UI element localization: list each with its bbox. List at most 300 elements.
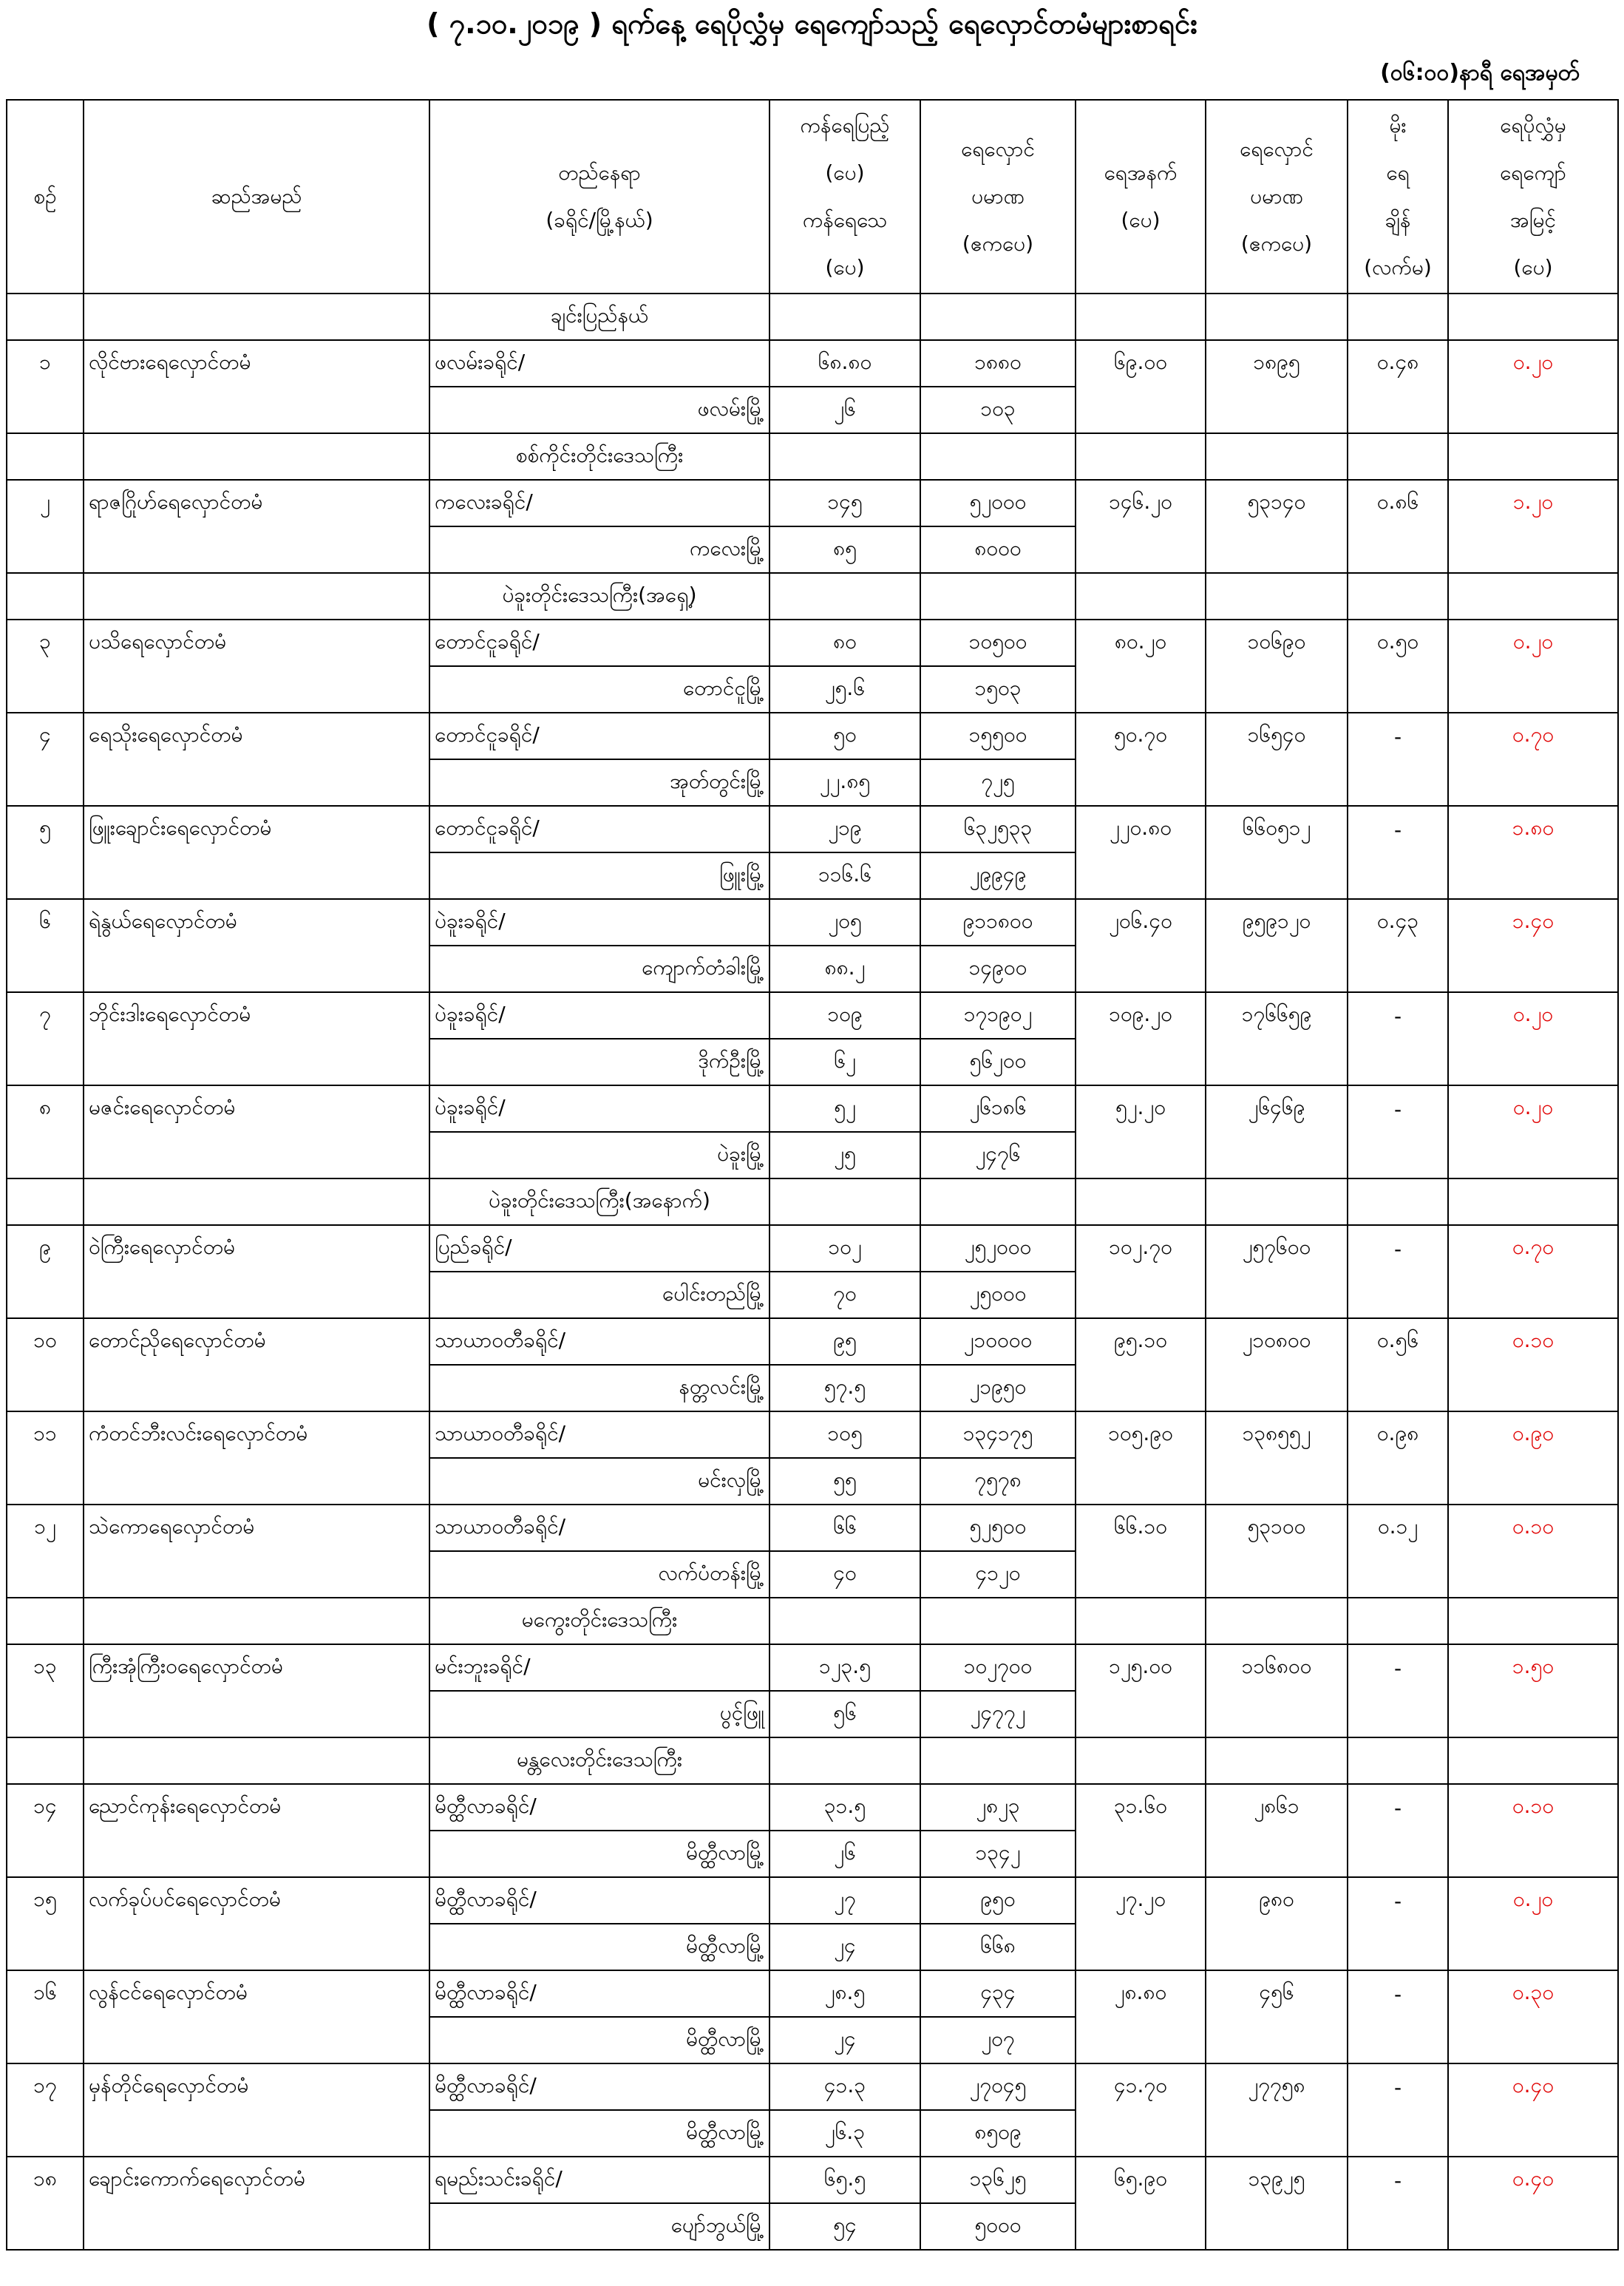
row-number: ၆ xyxy=(7,899,84,946)
full-storage: ၁၇၁၉၀၂ xyxy=(920,992,1076,1039)
overflow-height: ၀.၇၀ xyxy=(1448,1225,1618,1272)
empty-cell xyxy=(1448,387,1618,433)
water-level: ၁၀၅.၉၀ xyxy=(1076,1411,1206,1458)
row-number: ၄ xyxy=(7,713,84,759)
township: ကျောက်တံခါးမြို့ xyxy=(429,946,769,992)
empty-cell xyxy=(84,1737,429,1784)
full-storage: ၂၈၂၃ xyxy=(920,1784,1076,1831)
overflow-height: ၀.၉၀ xyxy=(1448,1411,1618,1458)
table-row-sub xyxy=(7,852,1618,899)
dead-storage: ၄၁၂၀ xyxy=(920,1551,1076,1598)
empty-cell xyxy=(7,1178,84,1225)
full-storage: ၅၂၀၀၀ xyxy=(920,480,1076,526)
rainfall: - xyxy=(1348,1225,1448,1272)
empty-cell xyxy=(7,387,84,433)
empty-cell xyxy=(84,1551,429,1598)
township: မိတ္ထီလာမြို့ xyxy=(429,2110,769,2157)
dead-storage: ၂၉၉၄၉ xyxy=(920,852,1076,899)
empty-cell xyxy=(1206,1039,1348,1085)
full-storage: ၁၃၄၁၇၅ xyxy=(920,1411,1076,1458)
empty-cell xyxy=(84,1458,429,1505)
district: သာယာဝတီခရိုင်/ xyxy=(429,1411,769,1458)
empty-cell xyxy=(769,1737,920,1784)
district: ရမည်းသင်းခရိုင်/ xyxy=(429,2157,769,2203)
overflow-height: ၀.၁၀ xyxy=(1448,1784,1618,1831)
full-storage: ၉၁၁၈၀၀ xyxy=(920,899,1076,946)
empty-cell xyxy=(1206,1458,1348,1505)
empty-cell xyxy=(1076,1365,1206,1411)
empty-cell xyxy=(84,1924,429,1970)
row-number: ၁၄ xyxy=(7,1784,84,1831)
township: ပျော်ဘွယ်မြို့ xyxy=(429,2203,769,2250)
district: ပဲခူးခရိုင်/ xyxy=(429,899,769,946)
water-level: ၆၅.၉၀ xyxy=(1076,2157,1206,2203)
dead-storage: ၁၄၉၀၀ xyxy=(920,946,1076,992)
empty-cell xyxy=(7,666,84,713)
empty-cell xyxy=(1348,1365,1448,1411)
township: ပဲခူးမြို့ xyxy=(429,1132,769,1178)
empty-cell xyxy=(1348,433,1448,480)
empty-cell xyxy=(84,2203,429,2250)
township: မိတ္ထီလာမြို့ xyxy=(429,1831,769,1877)
empty-cell xyxy=(7,1039,84,1085)
dead-level: ၂၂.၈၅ xyxy=(769,759,920,806)
region-row xyxy=(7,1178,1618,1225)
water-level: ၂၀၆.၄၀ xyxy=(1076,899,1206,946)
region-label: မကွေးတိုင်းဒေသကြီး xyxy=(429,1598,769,1644)
overflow-height: ၀.၃၀ xyxy=(1448,1970,1618,2017)
empty-cell xyxy=(7,294,84,340)
header-storage: ရေလှောင် ပမာဏ (ဧကပေ) xyxy=(1206,100,1348,294)
reservoir-name: ဖြူးချောင်းရေလှောင်တမံ xyxy=(84,806,429,852)
rainfall: - xyxy=(1348,2063,1448,2110)
empty-cell xyxy=(1448,573,1618,620)
full-level: ၆၆ xyxy=(769,1505,920,1551)
township: ဖြူးမြို့ xyxy=(429,852,769,899)
empty-cell xyxy=(84,1178,429,1225)
table-row-sub xyxy=(7,1132,1618,1178)
header-name: ဆည်အမည် xyxy=(84,100,429,294)
empty-cell xyxy=(1206,1178,1348,1225)
empty-cell xyxy=(1076,2017,1206,2063)
empty-cell xyxy=(84,1272,429,1318)
empty-cell xyxy=(769,294,920,340)
township: ကလေးမြို့ xyxy=(429,526,769,573)
empty-cell xyxy=(1348,1831,1448,1877)
report-title: ( ၇.၁၀.၂၀၁၉ ) ရက်နေ့ ရေပိုလွှံမှ ရေကျော်သည့် ရေလှောင်တမံများစာရင်း xyxy=(427,7,1197,40)
table-row-sub xyxy=(7,1365,1618,1411)
full-level: ၉၅ xyxy=(769,1318,920,1365)
empty-cell xyxy=(1348,1551,1448,1598)
row-number: ၁၁ xyxy=(7,1411,84,1458)
reservoir-name: လိုင်ဗားရေလှောင်တမံ xyxy=(84,340,429,387)
water-level: ၄၁.၇၀ xyxy=(1076,2063,1206,2110)
table-row xyxy=(7,620,1618,666)
empty-cell xyxy=(1348,294,1448,340)
water-level: ၆၆.၁၀ xyxy=(1076,1505,1206,1551)
full-level: ၆၈.၈၀ xyxy=(769,340,920,387)
storage: ၄၅၆ xyxy=(1206,1970,1348,2017)
empty-cell xyxy=(920,1737,1076,1784)
district: တောင်ငူခရိုင်/ xyxy=(429,713,769,759)
storage: ၆၆၀၅၁၂ xyxy=(1206,806,1348,852)
overflow-height: ၁.၅၀ xyxy=(1448,1644,1618,1691)
row-number: ၁ xyxy=(7,340,84,387)
rainfall: - xyxy=(1348,713,1448,759)
empty-cell xyxy=(7,759,84,806)
empty-cell xyxy=(1076,666,1206,713)
storage: ၁၃၈၅၅၂ xyxy=(1206,1411,1348,1458)
row-number: ၇ xyxy=(7,992,84,1039)
empty-cell xyxy=(7,1924,84,1970)
full-storage: ၁၈၈၀ xyxy=(920,340,1076,387)
township: မိတ္ထီလာမြို့ xyxy=(429,2017,769,2063)
empty-cell xyxy=(1076,1551,1206,1598)
empty-cell xyxy=(769,1178,920,1225)
rainfall: ၀.၁၂ xyxy=(1348,1505,1448,1551)
dead-level: ၄၀ xyxy=(769,1551,920,1598)
district: မင်းဘူးခရိုင်/ xyxy=(429,1644,769,1691)
dead-level: ၂၆ xyxy=(769,387,920,433)
empty-cell xyxy=(1448,526,1618,573)
reservoir-name: ညောင်ကုန်းရေလှောင်တမံ xyxy=(84,1784,429,1831)
full-storage: ၁၅၅၀၀ xyxy=(920,713,1076,759)
full-storage: ၂၁၀၀၀၀ xyxy=(920,1318,1076,1365)
empty-cell xyxy=(84,759,429,806)
dead-level: ၅၆ xyxy=(769,1691,920,1737)
storage: ၂၈၆၁ xyxy=(1206,1784,1348,1831)
dead-level: ၆၂ xyxy=(769,1039,920,1085)
empty-cell xyxy=(1448,2203,1618,2250)
rainfall: ၀.၈၆ xyxy=(1348,480,1448,526)
dead-storage: ၂၄၇၇၂ xyxy=(920,1691,1076,1737)
row-number: ၁၈ xyxy=(7,2157,84,2203)
empty-cell xyxy=(84,666,429,713)
water-level: ၉၅.၁၀ xyxy=(1076,1318,1206,1365)
overflow-height: ၁.၄၀ xyxy=(1448,899,1618,946)
full-level: ၁၀၂ xyxy=(769,1225,920,1272)
table-row xyxy=(7,1784,1618,1831)
row-number: ၃ xyxy=(7,620,84,666)
dead-level: ၁၁၆.၆ xyxy=(769,852,920,899)
full-storage: ၁၀၅၀၀ xyxy=(920,620,1076,666)
empty-cell xyxy=(7,1691,84,1737)
rainfall: ၀.၄၈ xyxy=(1348,340,1448,387)
full-storage: ၁၃၆၂၅ xyxy=(920,2157,1076,2203)
full-storage: ၂၆၁၈၆ xyxy=(920,1085,1076,1132)
water-level: ၅၂.၂၀ xyxy=(1076,1085,1206,1132)
header-no: စဉ် xyxy=(7,100,84,294)
full-level: ၄၁.၃ xyxy=(769,2063,920,2110)
empty-cell xyxy=(1348,526,1448,573)
storage: ၅၃၁၀၀ xyxy=(1206,1505,1348,1551)
empty-cell xyxy=(1448,1551,1618,1598)
district: ကလေးခရိုင်/ xyxy=(429,480,769,526)
full-storage: ၁၀၂၇၀၀ xyxy=(920,1644,1076,1691)
reservoir-name: ဘိုင်းဒါးရေလှောင်တမံ xyxy=(84,992,429,1039)
empty-cell xyxy=(1206,2203,1348,2250)
dead-storage: ၂၄၇၆ xyxy=(920,1132,1076,1178)
empty-cell xyxy=(7,1272,84,1318)
dead-level: ၅၅ xyxy=(769,1458,920,1505)
empty-cell xyxy=(1206,1551,1348,1598)
empty-cell xyxy=(1348,759,1448,806)
reservoir-name: သဲကောရေလှောင်တမံ xyxy=(84,1505,429,1551)
empty-cell xyxy=(1206,946,1348,992)
empty-cell xyxy=(84,2017,429,2063)
storage: ၉၅၉၁၂၀ xyxy=(1206,899,1348,946)
water-level: ၈၀.၂၀ xyxy=(1076,620,1206,666)
empty-cell xyxy=(84,433,429,480)
header-water-level: ရေအနက် (ပေ) xyxy=(1076,100,1206,294)
township: မိတ္ထီလာမြို့ xyxy=(429,1924,769,1970)
table-row xyxy=(7,2063,1618,2110)
water-level: ၁၀၂.၇၀ xyxy=(1076,1225,1206,1272)
overflow-height: ၀.၁၀ xyxy=(1448,1318,1618,1365)
table-row-sub xyxy=(7,666,1618,713)
table-row-sub xyxy=(7,2110,1618,2157)
overflow-height: ၀.၂၀ xyxy=(1448,340,1618,387)
row-number: ၁၂ xyxy=(7,1505,84,1551)
empty-cell xyxy=(1076,294,1206,340)
dead-level: ၅၄ xyxy=(769,2203,920,2250)
header-full-storage: ရေလှောင် ပမာဏ (ဧကပေ) xyxy=(920,100,1076,294)
water-level: ၁၀၉.၂၀ xyxy=(1076,992,1206,1039)
dead-level: ၂၄ xyxy=(769,1924,920,1970)
row-number: ၉ xyxy=(7,1225,84,1272)
empty-cell xyxy=(920,1178,1076,1225)
empty-cell xyxy=(1348,2110,1448,2157)
overflow-height: ၀.၁၀ xyxy=(1448,1505,1618,1551)
empty-cell xyxy=(1206,1924,1348,1970)
empty-cell xyxy=(7,852,84,899)
empty-cell xyxy=(7,1458,84,1505)
water-level: ၃၁.၆၀ xyxy=(1076,1784,1206,1831)
storage: ၂၁၀၈၀၀ xyxy=(1206,1318,1348,1365)
empty-cell xyxy=(1076,573,1206,620)
empty-cell xyxy=(1448,1365,1618,1411)
full-storage: ၄၃၄ xyxy=(920,1970,1076,2017)
empty-cell xyxy=(1448,294,1618,340)
empty-cell xyxy=(84,1831,429,1877)
empty-cell xyxy=(1076,759,1206,806)
dead-storage: ၁၀၃ xyxy=(920,387,1076,433)
overflow-height: ၀.၂၀ xyxy=(1448,1877,1618,1924)
storage: ၁၀၆၉၀ xyxy=(1206,620,1348,666)
water-level: ၆၉.၀၀ xyxy=(1076,340,1206,387)
district: ပဲခူးခရိုင်/ xyxy=(429,1085,769,1132)
table-row-sub xyxy=(7,526,1618,573)
storage: ၉၈၀ xyxy=(1206,1877,1348,1924)
empty-cell xyxy=(1448,1924,1618,1970)
header-location: တည်နေရာ (ခရိုင်/မြို့နယ်) xyxy=(429,100,769,294)
empty-cell xyxy=(1076,1178,1206,1225)
district: ဖလမ်းခရိုင်/ xyxy=(429,340,769,387)
table-row-sub xyxy=(7,1924,1618,1970)
empty-cell xyxy=(1076,1598,1206,1644)
table-row xyxy=(7,1318,1618,1365)
table-row xyxy=(7,480,1618,526)
empty-cell xyxy=(1206,387,1348,433)
overflow-height: ၀.၄၀ xyxy=(1448,2157,1618,2203)
region-label: ပဲခူးတိုင်းဒေသကြီး(အရှေ့) xyxy=(429,573,769,620)
full-level: ၃၁.၅ xyxy=(769,1784,920,1831)
empty-cell xyxy=(1076,1737,1206,1784)
empty-cell xyxy=(1076,946,1206,992)
rainfall: - xyxy=(1348,2157,1448,2203)
empty-cell xyxy=(1448,946,1618,992)
empty-cell xyxy=(7,1831,84,1877)
table-row-sub xyxy=(7,1691,1618,1737)
dead-storage: ၂၁၉၅၀ xyxy=(920,1365,1076,1411)
empty-cell xyxy=(84,1598,429,1644)
empty-cell xyxy=(84,573,429,620)
reservoir-name: မှန်တိုင်ရေလှောင်တမံ xyxy=(84,2063,429,2110)
full-storage: ၅၂၅၀၀ xyxy=(920,1505,1076,1551)
empty-cell xyxy=(1448,1132,1618,1178)
water-level: ၂၇.၂၀ xyxy=(1076,1877,1206,1924)
empty-cell xyxy=(1076,526,1206,573)
rainfall: - xyxy=(1348,806,1448,852)
rainfall: - xyxy=(1348,1877,1448,1924)
storage: ၅၃၁၄၀ xyxy=(1206,480,1348,526)
dead-storage: ၈၀၀၀ xyxy=(920,526,1076,573)
full-level: ၅၂ xyxy=(769,1085,920,1132)
storage: ၁၃၉၂၅ xyxy=(1206,2157,1348,2203)
empty-cell xyxy=(7,1598,84,1644)
reservoir-name: ဝဲကြီးရေလှောင်တမံ xyxy=(84,1225,429,1272)
rainfall: ၀.၅၆ xyxy=(1348,1318,1448,1365)
empty-cell xyxy=(920,1598,1076,1644)
dead-storage: ၅၀၀၀ xyxy=(920,2203,1076,2250)
empty-cell xyxy=(1076,852,1206,899)
empty-cell xyxy=(1448,852,1618,899)
empty-cell xyxy=(7,1737,84,1784)
empty-cell xyxy=(1206,1831,1348,1877)
empty-cell xyxy=(84,1039,429,1085)
empty-cell xyxy=(1348,1039,1448,1085)
empty-cell xyxy=(769,1598,920,1644)
empty-cell xyxy=(1076,2203,1206,2250)
empty-cell xyxy=(84,852,429,899)
empty-cell xyxy=(920,573,1076,620)
empty-cell xyxy=(7,2017,84,2063)
empty-cell xyxy=(7,2203,84,2250)
empty-cell xyxy=(84,294,429,340)
dead-storage: ၅၆၂၀၀ xyxy=(920,1039,1076,1085)
row-number: ၈ xyxy=(7,1085,84,1132)
water-level: ၂၂၀.၈၀ xyxy=(1076,806,1206,852)
rainfall: - xyxy=(1348,1970,1448,2017)
empty-cell xyxy=(1076,387,1206,433)
table-row xyxy=(7,1505,1618,1551)
empty-cell xyxy=(1076,1132,1206,1178)
empty-cell xyxy=(769,573,920,620)
full-level: ၆၅.၅ xyxy=(769,2157,920,2203)
empty-cell xyxy=(84,946,429,992)
table-row xyxy=(7,1970,1618,2017)
table-header-row xyxy=(7,100,1618,294)
region-label: ချင်းပြည်နယ် xyxy=(429,294,769,340)
table-row-sub xyxy=(7,1831,1618,1877)
overflow-height: ၁.၂၀ xyxy=(1448,480,1618,526)
empty-cell xyxy=(920,433,1076,480)
empty-cell xyxy=(1206,1737,1348,1784)
township: ပေါင်းတည်မြို့ xyxy=(429,1272,769,1318)
overflow-height: ၀.၇၀ xyxy=(1448,713,1618,759)
empty-cell xyxy=(1206,2110,1348,2157)
empty-cell xyxy=(1348,1132,1448,1178)
table-row-sub xyxy=(7,1039,1618,1085)
district: သာယာဝတီခရိုင်/ xyxy=(429,1318,769,1365)
dead-level: ၂၆.၃ xyxy=(769,2110,920,2157)
empty-cell xyxy=(1206,666,1348,713)
table-row-sub xyxy=(7,2017,1618,2063)
row-number: ၂ xyxy=(7,480,84,526)
water-level: ၂၈.၈၀ xyxy=(1076,1970,1206,2017)
empty-cell xyxy=(1448,1272,1618,1318)
row-number: ၁၆ xyxy=(7,1970,84,2017)
table-row xyxy=(7,1225,1618,1272)
dead-level: ၂၅.၆ xyxy=(769,666,920,713)
region-label: စစ်ကိုင်းတိုင်းဒေသကြီး xyxy=(429,433,769,480)
township: အုတ်တွင်းမြို့ xyxy=(429,759,769,806)
empty-cell xyxy=(1076,1272,1206,1318)
empty-cell xyxy=(7,433,84,480)
table-row-sub xyxy=(7,946,1618,992)
empty-cell xyxy=(1076,1039,1206,1085)
dead-level: ၈၈.၂ xyxy=(769,946,920,992)
empty-cell xyxy=(1076,1458,1206,1505)
empty-cell xyxy=(1206,1691,1348,1737)
empty-cell xyxy=(1348,1178,1448,1225)
row-number: ၁၅ xyxy=(7,1877,84,1924)
storage: ၁၁၆၈၀၀ xyxy=(1206,1644,1348,1691)
empty-cell xyxy=(84,1365,429,1411)
overflow-height: ၀.၂၀ xyxy=(1448,992,1618,1039)
empty-cell xyxy=(1448,1458,1618,1505)
empty-cell xyxy=(1076,1831,1206,1877)
empty-cell xyxy=(1206,759,1348,806)
rainfall: - xyxy=(1348,1085,1448,1132)
reservoir-name: လွန်ငင်ရေလှောင်တမံ xyxy=(84,1970,429,2017)
empty-cell xyxy=(84,387,429,433)
district: မိတ္ထီလာခရိုင်/ xyxy=(429,1877,769,1924)
storage: ၂၇၇၅၈ xyxy=(1206,2063,1348,2110)
empty-cell xyxy=(84,2110,429,2157)
full-storage: ၂၅၂၀၀၀ xyxy=(920,1225,1076,1272)
empty-cell xyxy=(1448,1178,1618,1225)
empty-cell xyxy=(1348,573,1448,620)
full-level: ၂၇ xyxy=(769,1877,920,1924)
reservoir-name: ရေသိုးရေလှောင်တမံ xyxy=(84,713,429,759)
table-row xyxy=(7,1877,1618,1924)
empty-cell xyxy=(1348,1737,1448,1784)
header-full-level: ကန်ရေပြည့် (ပေ) ကန်ရေသေ (ပေ) xyxy=(769,100,920,294)
full-storage: ၆၃၂၅၃၃ xyxy=(920,806,1076,852)
empty-cell xyxy=(1206,526,1348,573)
storage: ၁၈၉၅ xyxy=(1206,340,1348,387)
empty-cell xyxy=(1348,1272,1448,1318)
empty-cell xyxy=(1348,1458,1448,1505)
empty-cell xyxy=(1206,1272,1348,1318)
empty-cell xyxy=(84,1132,429,1178)
empty-cell xyxy=(1206,1598,1348,1644)
region-row xyxy=(7,1737,1618,1784)
reservoir-name: လက်ခုပ်ပင်ရေလှောင်တမံ xyxy=(84,1877,429,1924)
empty-cell xyxy=(1348,852,1448,899)
empty-cell xyxy=(1206,294,1348,340)
